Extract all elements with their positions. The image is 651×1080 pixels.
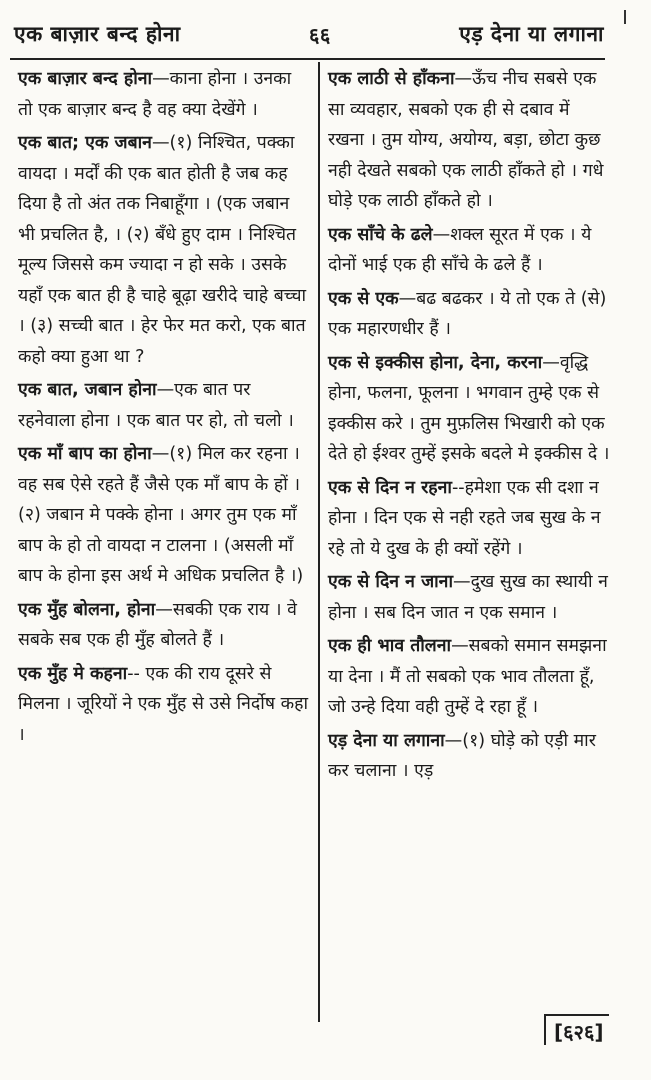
dictionary-entry	[328, 473, 610, 565]
entry-headword: एड़ देना या लगाना	[328, 730, 445, 751]
dictionary-entry	[18, 64, 308, 125]
dictionary-entry	[328, 348, 610, 470]
entry-definition: —सबको समान समझना या देना । मैं तो सबको एक भाव तौलता हूँ, जो उन्हे दिया वही तुम्हें दे रहा हूँ ।	[328, 636, 607, 717]
dictionary-entry	[328, 220, 610, 281]
footer-page-number: [६२६]	[544, 1014, 609, 1045]
entry-headword: एक माँ बाप का होना	[18, 444, 152, 464]
dictionary-entry	[328, 631, 610, 723]
entry-headword: एक मुँह बोलना, होना	[18, 599, 156, 620]
entry-definition: —सबकी एक राय । वे सबके सब एक ही मुँह बोलते हैं ।	[18, 599, 297, 650]
dictionary-entry	[328, 726, 610, 787]
entry-headword: एक मुँह मे कहना	[18, 663, 128, 684]
entry-definition: —बढ बढकर । ये तो एक ते (से) एक महारणधीर हैं ।	[328, 288, 607, 339]
entry-definition: —दुख सुख का स्थायी न होना । सब दिन जात न एक समान ।	[328, 572, 608, 623]
running-header	[14, 14, 604, 54]
header-left-guideword: एक बाज़ार बन्द होना	[14, 22, 181, 46]
entry-definition: —(१) निश्चित, पक्का वायदा । मर्दों की एक बात होती है जब कह दिया है तो अंत तक निबाहूँगा । (एक जबान भी प्रचलित है, । (२) बँधे हुए दाम । निश्चित मूल्य जिससे कम ज्यादा न हो सके । उसके यहाँ एक बात ही है चाहे बूढ़ा खरीदे चाहे बच्चा । (३) सच्ची बात । हेर फेर मत करो, एक बात कहो क्या हुआ था ?	[18, 133, 307, 367]
entry-definition: —काना होना । उनका तो एक बाज़ार बन्द है वह क्या देखेंगे ।	[18, 69, 292, 120]
entry-definition: —(१) घोड़े को एड़ी मार कर चलाना । एड़	[328, 730, 596, 781]
entry-headword: एक से दिन न जाना	[328, 572, 453, 592]
dictionary-entry	[18, 439, 308, 592]
left-column	[18, 64, 308, 753]
header-right-guideword: एड़ देना या लगाना	[459, 22, 604, 46]
entry-headword: एक ही भाव तौलना	[328, 636, 452, 656]
column-divider	[318, 62, 320, 1022]
dictionary-entry	[18, 128, 308, 372]
dictionary-entry	[18, 375, 308, 436]
right-column	[328, 64, 610, 790]
entry-headword: एक बात; एक जबान	[18, 133, 152, 153]
dictionary-entry	[18, 659, 308, 751]
entry-headword: एक बाज़ार बन्द होना	[18, 69, 153, 89]
dictionary-entry	[18, 595, 308, 656]
entry-definition: —ऊँच नीच सबसे एक सा व्यवहार, सबको एक ही से दबाव में रखना । तुम योग्य, अयोग्य, बड़ा, छोटा कुछ नही देखते सबको एक लाठी हाँकते हो । गधे घोड़े एक लाठी हाँकते हो ।	[328, 69, 604, 211]
entry-headword: एक से इक्कीस होना, देना, करना	[328, 352, 543, 373]
entry-headword: एक बात, जबान होना	[18, 380, 157, 400]
dictionary-entry	[328, 284, 610, 345]
entry-definition: --हमेशा एक सी दशा न होना । दिन एक से नही रहते जब सुख के न रहे तो ये दुख के ही क्यों रहेंगे ।	[328, 477, 601, 559]
entry-definition: —एक बात पर रहनेवाला होना । एक बात पर हो, तो चलो ।	[18, 380, 294, 431]
entry-definition: —वृद्धि होना, फलना, फूलना । भगवान तुम्हे एक से इक्कीस करे । तुम मुफ़लिस भिखारी को एक देते हो ईश्वर तुम्हें इसके बदले मे इक्कीस दे ।	[328, 352, 610, 464]
edge-mark	[624, 10, 626, 24]
entry-definition: -- एक की राय दूसरे से मिलना । जूरियों ने एक मुँह से उसे निर्दोष कहा ।	[18, 663, 308, 745]
header-page-number: ६६	[308, 22, 331, 47]
dictionary-entry	[328, 567, 610, 628]
dictionary-entry	[328, 64, 610, 217]
entry-definition: —शक्ल सूरत में एक । ये दोनों भाई एक ही साँचे के ढले हैं ।	[328, 224, 592, 275]
entry-definition: —(१) मिल कर रहना । वह सब ऐसे रहते हैं जैसे एक माँ बाप के हों । (२) जबान मे पक्के होना । अगर तुम एक माँ बाप के हो तो वायदा न टालना । (असली माँ बाप के होना इस अर्थ मे अधिक प्रचलित है ।)	[18, 444, 304, 586]
header-rule	[10, 58, 605, 60]
entry-headword: एक लाठी से हाँकना	[328, 69, 455, 89]
entry-headword: एक से दिन न रहना	[328, 477, 452, 498]
entry-headword: एक से एक	[328, 288, 399, 309]
entry-headword: एक साँचे के ढले	[328, 224, 433, 245]
